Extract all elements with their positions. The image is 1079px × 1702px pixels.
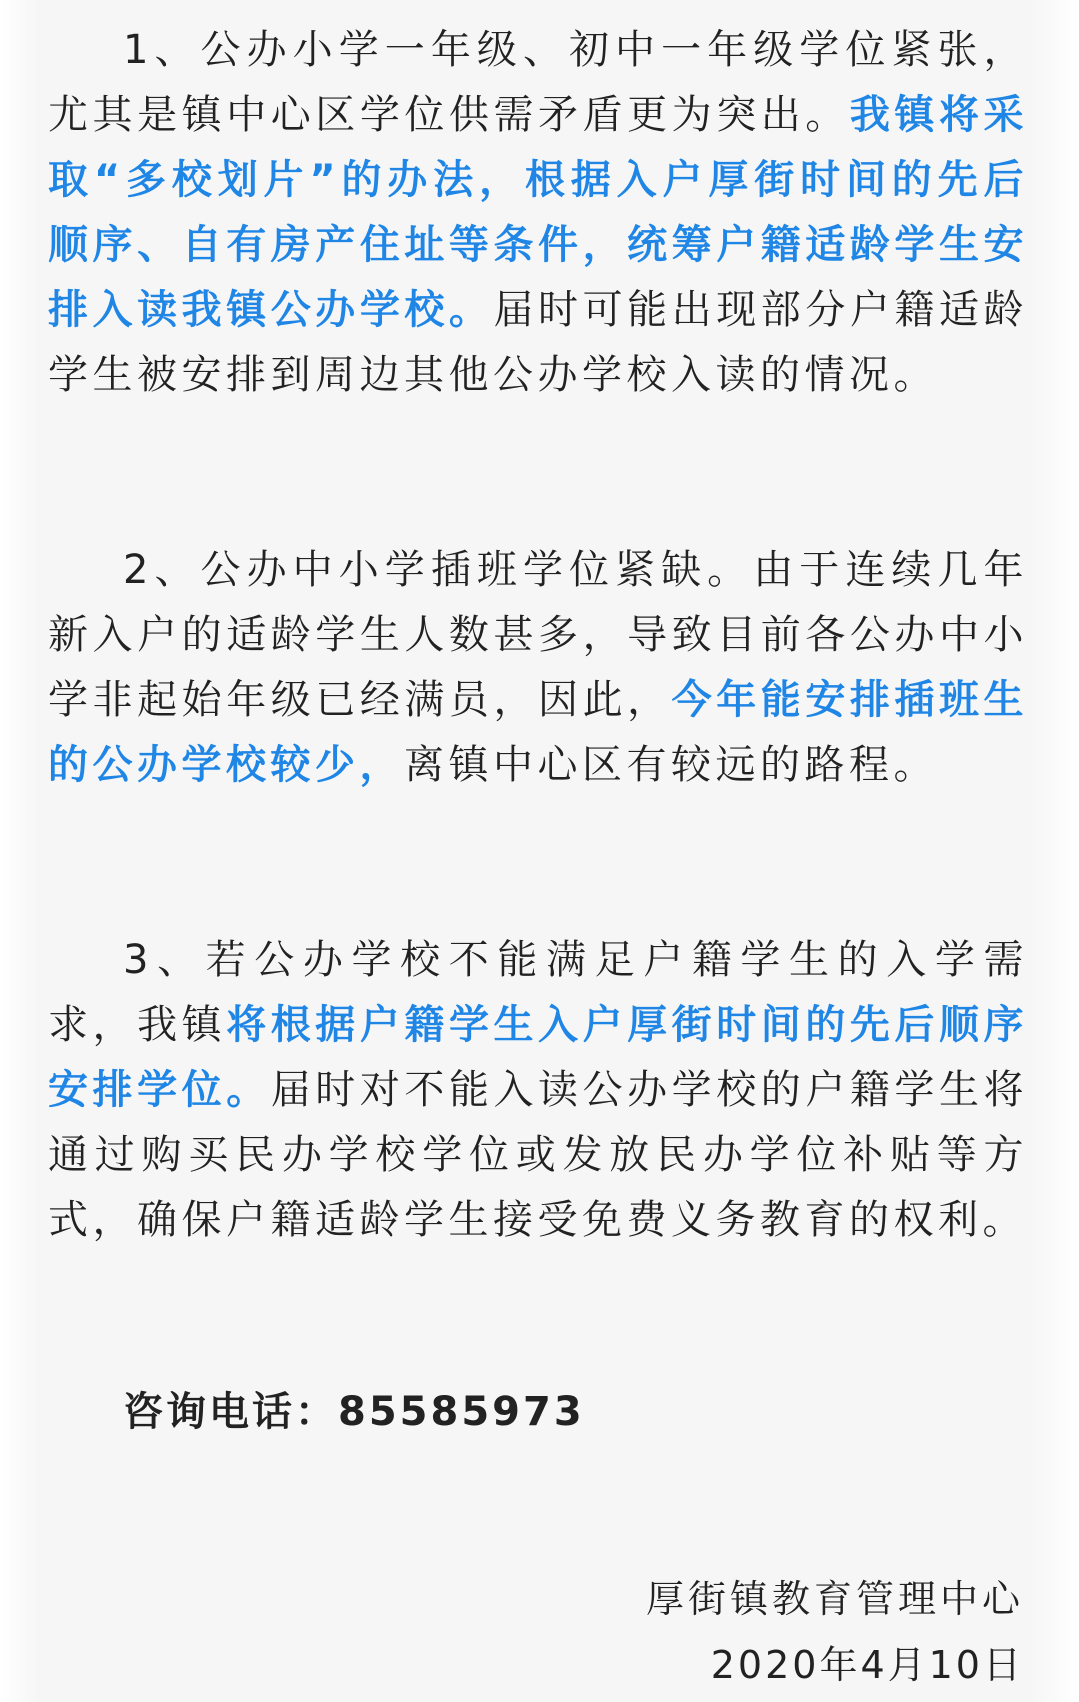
paragraph-2-text-b: 离镇中心区有较远的路程。 [404, 742, 938, 788]
signature-date: 2020年4月10日 [710, 1643, 1024, 1687]
paragraph-1-highlight: 我镇将采取“多校划片”的办法，根据入户厚街时间的先后顺序、自有房产住址等条件，统筹户籍适龄学生安排入读我镇公办学校。 [48, 92, 1029, 333]
contact-line [123, 1380, 585, 1437]
paragraph-2-highlight: 今年能安排插班生的公办学校较少， [48, 677, 1029, 788]
paragraph-2 [48, 538, 1028, 798]
paragraph-3-text-a: 3、若公办学校不能满足户籍学生的入学需求，我镇 [48, 937, 1028, 1048]
signature-organization: 厚街镇教育管理中心 [645, 1577, 1024, 1621]
paragraph-3-highlight: 将根据户籍学生入户厚街时间的先后顺序安排学位。 [48, 1002, 1029, 1113]
paragraph-3-text-b: 届时对不能入读公办学校的户籍学生将通过购买民办学校学位或发放民办学位补贴等方式，确保户籍适龄学生接受免费义务教育的权利。 [48, 1067, 1029, 1243]
paragraph-1-text-b: 届时可能出现部分户籍适龄学生被安排到周边其他公办学校入读的情况。 [48, 287, 1029, 398]
contact-phone[interactable]: 85585973 [338, 1389, 585, 1435]
paragraph-2-text-a: 2、公办中小学插班学位紧缺。由于连续几年新入户的适龄学生人数甚多，导致目前各公办中小学非起始年级已经满员，因此， [48, 547, 1028, 723]
paragraph-1-text-a: 1、公办小学一年级、初中一年级学位紧张，尤其是镇中心区学位供需矛盾更为突出。 [48, 27, 1028, 138]
paragraph-3 [48, 928, 1028, 1253]
paragraph-1 [48, 18, 1028, 408]
contact-label: 咨询电话： [123, 1389, 338, 1435]
